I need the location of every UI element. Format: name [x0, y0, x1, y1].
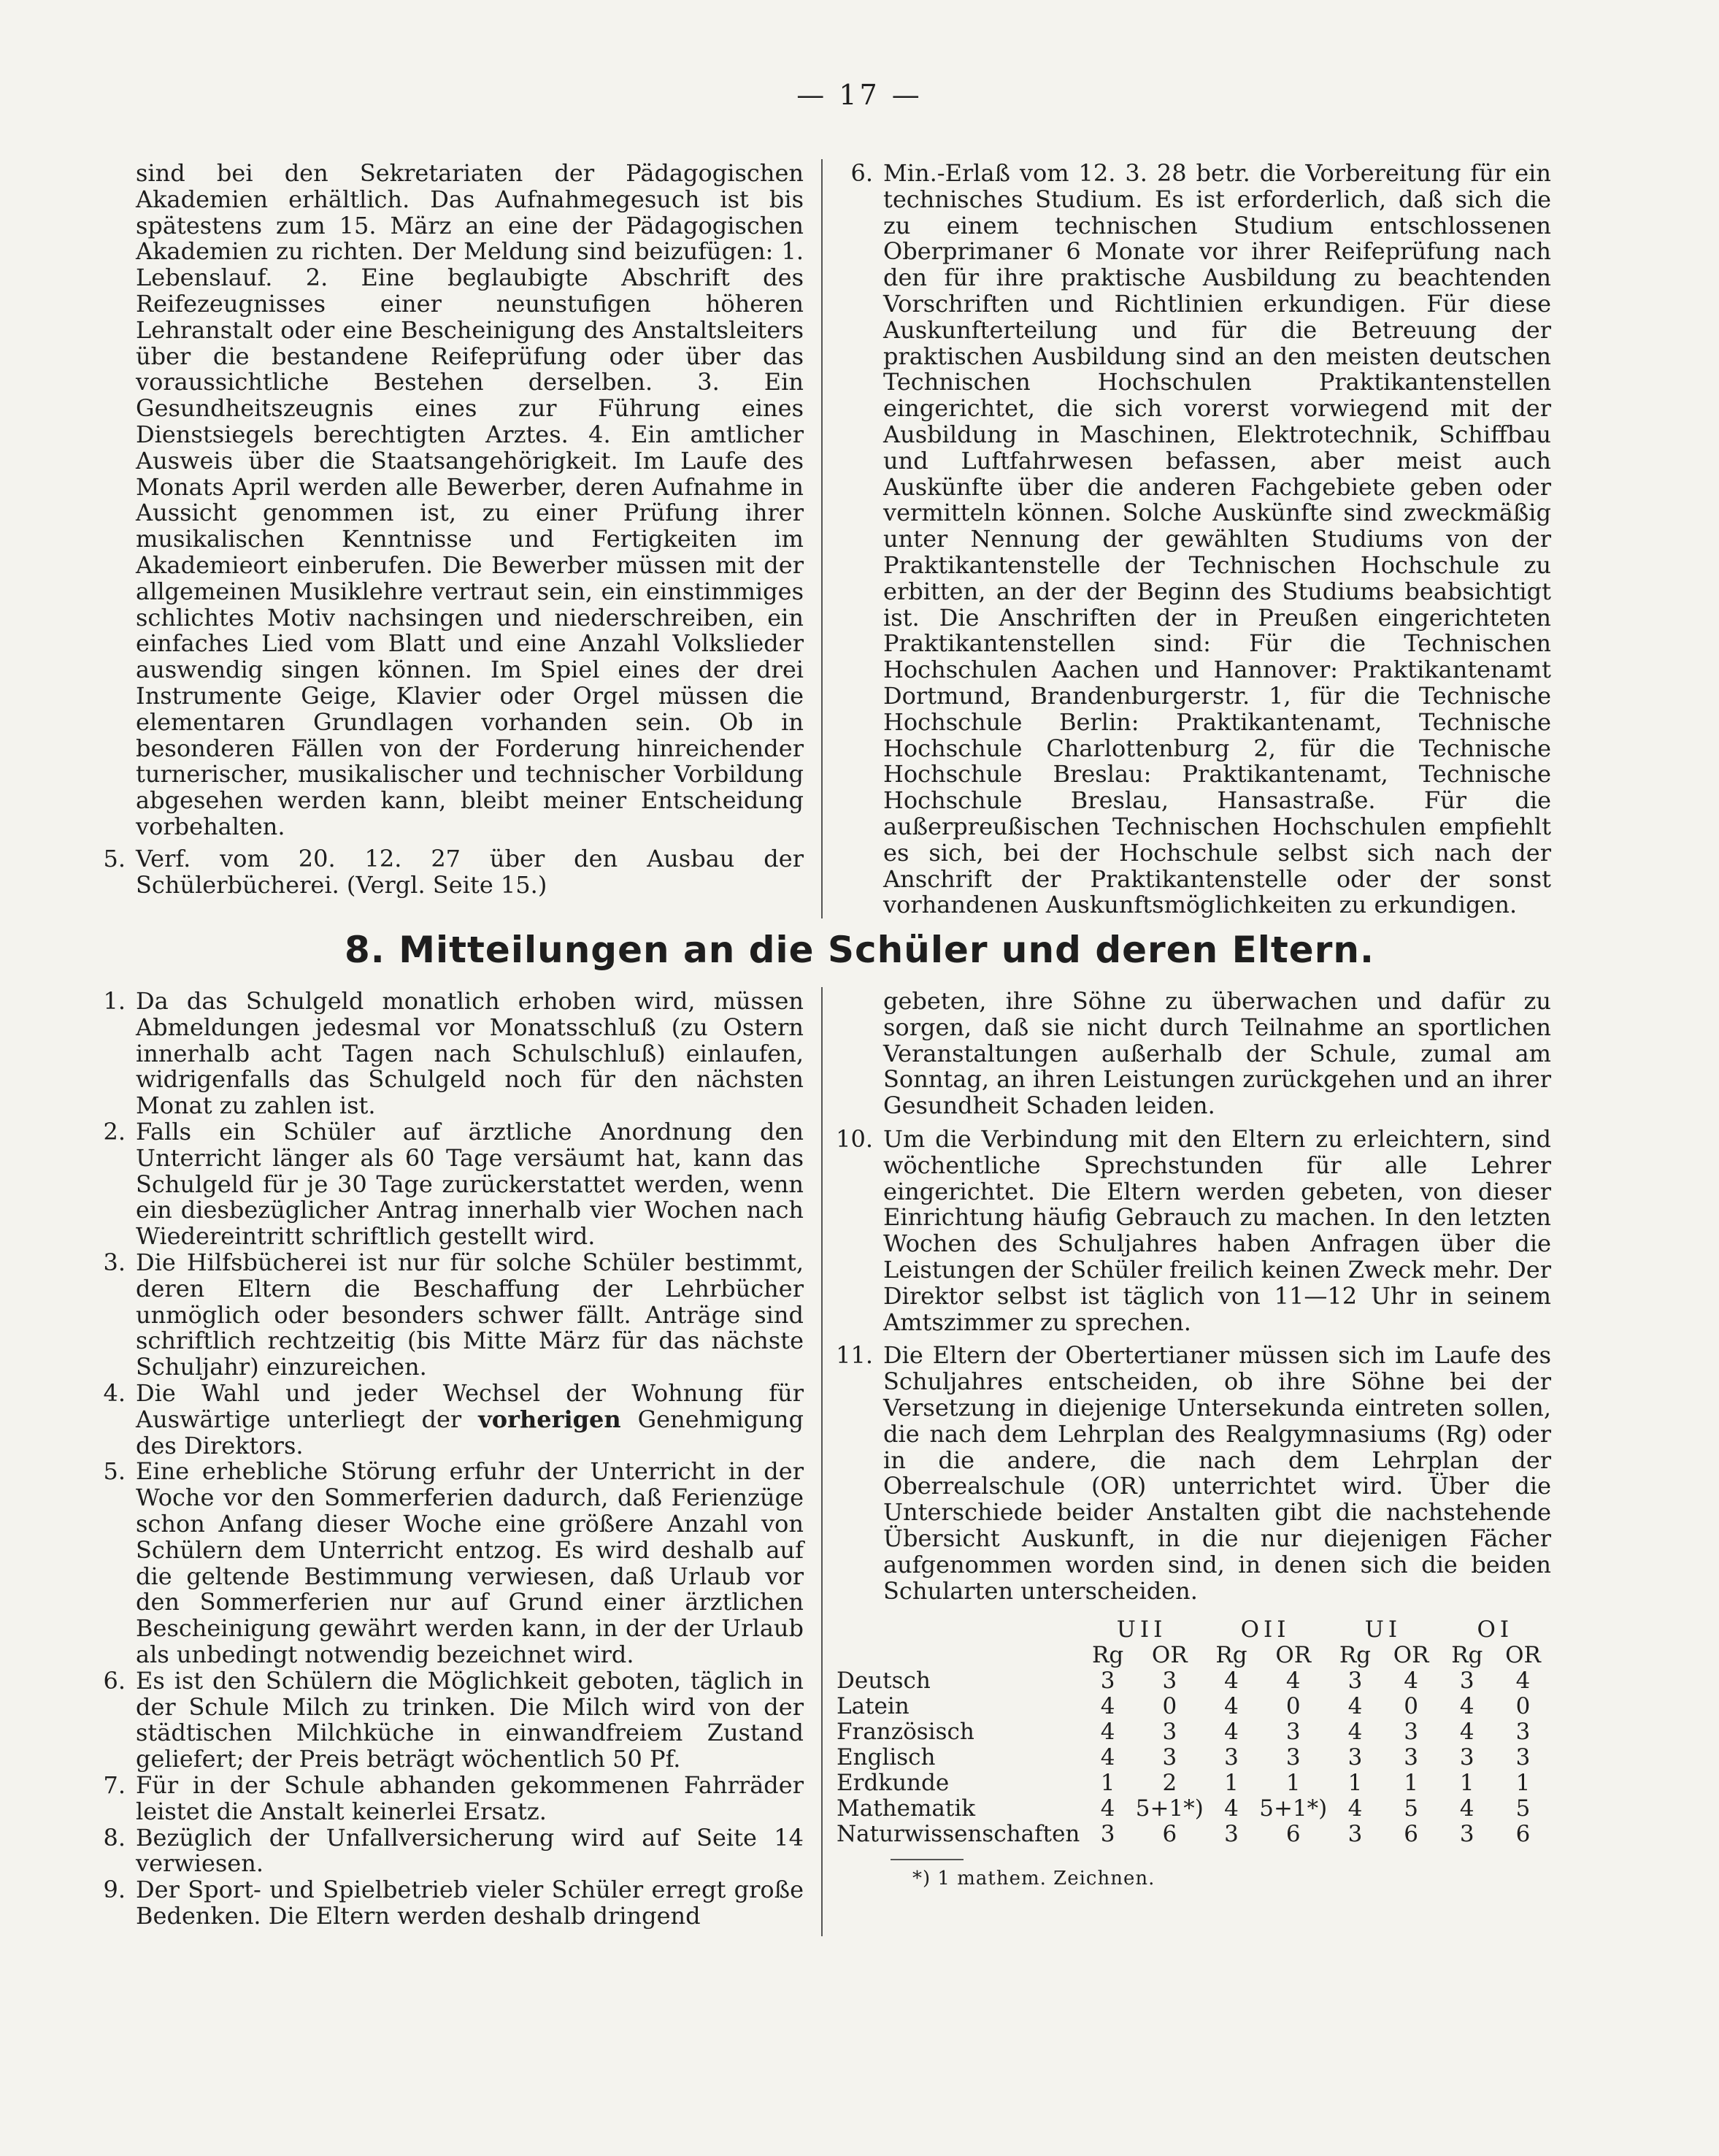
value-cell: 1 — [1515, 1770, 1531, 1797]
value-cell: 0 — [1515, 1693, 1531, 1720]
value-cell: 3 — [1285, 1744, 1301, 1771]
item-text: Für in der Schule abhanden gekommenen Fahrräder leistet die Anstalt keinerlei Ersatz. — [136, 1771, 804, 1825]
list-item-6 — [850, 159, 1551, 919]
list-item-5 — [103, 844, 804, 899]
top-left-column — [103, 159, 804, 899]
value-cell: 0 — [1162, 1693, 1177, 1720]
value-cell: 4 — [1224, 1795, 1239, 1822]
value-cell: 3 — [1100, 1821, 1115, 1848]
subject-cell: Naturwissenschaften — [837, 1821, 1080, 1848]
paragraph-academy-admission: sind bei den Sekretariaten der Pädagogischen Akademien erhältlich. Das Aufnahmegesuch ist bis spätestens zum 15. März an eine der Pädagogischen Akademien zu richten. Der Meldung sind beizufügen: 1. Lebenslauf. 2. Eine beglaubigte Abschrift des Reifezeugnisses einer neunstufigen höheren Lehranstalt oder eine Bescheinigung des Anstaltsleiters über die bestandene Reifeprüfung oder über das voraussichtliche Bestehen derselben. 3. Ein Gesundheitszeugnis eines zur Führung eines Dienstsiegels berechtigten Arztes. 4. Ein amtlicher Ausweis über die Staatsangehörigkeit. Im Laufe des Monats April werden alle Bewerber, deren Aufnahme in Aussicht genommen ist, zu einer Prüfung ihrer musikalischen Kenntnisse und Fertigkeiten im Akademieort einberufen. Die Bewerber müssen mit der allgemeinen Musiklehre vertraut sein, ein einstimmiges schlichtes Motiv nachsingen und niederschreiben, ein einfaches Lied vom Blatt und eine Anzahl Volkslieder auswendig singen können. Im Spiel eines der drei Instrumente Geige, Klavier oder Orgel müssen die elementaren Grundlagen vorhanden sein. Ob in besonderen Fällen von der Forderung hinreichender turnerischer, musikalischer und technischer Vorbildung abgesehen werden kann, bleibt meiner Entscheidung vorbehalten. — [136, 159, 804, 840]
value-cell: 3 — [1285, 1719, 1301, 1746]
table-row — [837, 1822, 1551, 1847]
value-cell: 3 — [1459, 1668, 1474, 1695]
item-number: 5. — [103, 844, 126, 872]
item-text-emphasis: vorherigen — [478, 1405, 621, 1433]
item-text: Min.-Erlaß vom 12. 3. 28 betr. die Vorbereitung für ein technisches Studium. Es ist erforderlich, daß sich die zu einem technischen Studium entschlossenen Oberprimaner 6 Monate vor ihrer Reifeprüfung nach den für ihre praktische Ausbildung zu beachtenden Vorschriften und Richtlinien erkundigen. Für diese Auskunfterteilung und für die Betreuung der praktischen Ausbildung sind an den meisten deutschen Technischen Hochschulen Praktikantenstellen eingerichtet, die sich vorerst vorwiegend mit der Ausbildung in Maschinen, Elektrotechnik, Schiffbau und Luftfahrwesen befassen, aber meist auch Auskünfte über die anderen Fachgebiete geben oder vermitteln können. Solche Auskünfte sind zweckmäßig unter Nennung der gewählten Studiums von der Praktikantenstelle der Technischen Hochschule zu erbitten, an der der Beginn des Studiums beabsichtigt ist. Die Anschriften der in Preußen eingerichteten Praktikantenstellen sind: Für die Technischen Hochschulen Aachen und Hannover: Praktikantenamt Dortmund, Brandenburgerstr. 1, für die Technische Hochschule Berlin: Praktikantenamt, Technische Hochschule Charlottenburg 2, für die Technische Hochschule Breslau: Praktikantenamt, Technische Hochschule Breslau, Hansastraße. Für die außerpreußischen Technischen Hochschulen empfiehlt es sich, bei der Hochschule selbst sich nach der Anschrift der Praktikantenstelle oder der sonst vorhandenen Auskunftsmöglichkeiten zu erkundigen. — [883, 159, 1551, 919]
list-item-6 — [103, 1666, 804, 1773]
value-cell: 3 — [1515, 1719, 1531, 1746]
list-item-4 — [103, 1378, 804, 1459]
value-cell: 4 — [1347, 1693, 1363, 1720]
item-text: Der Sport- und Spielbetrieb vieler Schüler erregt große Bedenken. Die Eltern werden deshalb dringend — [136, 1876, 804, 1930]
item-number: 4. — [103, 1378, 126, 1407]
group-header: OII — [1240, 1616, 1291, 1643]
column-divider-top — [821, 159, 823, 918]
value-cell: 3 — [1404, 1719, 1418, 1746]
footnote-rule — [891, 1859, 964, 1860]
list-item-1 — [103, 987, 804, 1120]
value-cell: 4 — [1459, 1693, 1474, 1720]
subject-cell: Latein — [837, 1693, 910, 1720]
value-cell: 3 — [1162, 1744, 1177, 1771]
group-header: UII — [1116, 1616, 1167, 1643]
value-cell: 3 — [1459, 1821, 1474, 1848]
value-cell: 4 — [1100, 1719, 1115, 1746]
item-text-after: Genehmigung des Direktors. — [136, 1405, 804, 1459]
item-text-before: Die Wahl und jeder Wechsel der Wohnung für Auswärtige unterliegt der — [136, 1378, 804, 1433]
top-right-column — [850, 159, 1551, 919]
group-header: UI — [1364, 1616, 1402, 1643]
item-number: 7. — [103, 1771, 126, 1799]
subject-cell: Englisch — [837, 1744, 936, 1771]
paragraph-continuation: gebeten, ihre Söhne zu überwachen und dafür zu sorgen, daß sie nicht durch Teilnahme an sportlichen Veranstaltungen außerhalb der Schule, zumal am Sonntag, an ihren Leistungen zurückgehen und an ihrer Gesundheit Schaden leiden. — [883, 987, 1551, 1120]
sub-header: OR — [1393, 1642, 1429, 1669]
footnote: *) 1 mathem. Zeichnen. — [912, 1868, 1155, 1890]
value-cell: 5 — [1515, 1795, 1531, 1822]
value-cell: 3 — [1347, 1821, 1363, 1848]
list-item-11 — [836, 1341, 1551, 1605]
list-item-8 — [103, 1823, 804, 1878]
value-cell: 4 — [1459, 1795, 1474, 1822]
subject-cell: Deutsch — [837, 1668, 931, 1695]
table-row — [837, 1719, 1551, 1745]
item-text: Da das Schulgeld monatlich erhoben wird, müssen Abmeldungen jedesmal vor Monatsschluß (zu Ostern innerhalb acht Tagen nach Schulschluß) einlaufen, widrigenfalls das Schulgeld noch für den nächsten Monat zu zahlen ist. — [136, 987, 804, 1120]
list-item-9 — [103, 1876, 804, 1930]
sub-header: OR — [1275, 1642, 1312, 1669]
table-row — [837, 1771, 1551, 1796]
item-number: 3. — [103, 1248, 126, 1276]
item-text: Eine erhebliche Störung erfuhr der Unterricht in der Woche vor den Sommerferien dadurch, daß Ferienzüge schon Anfang dieser Woche eine größere Anzahl von Schülern dem Unterricht entzog. Es wird deshalb auf die geltende Bestimmung verwiesen, daß Urlaub vor den Sommerferien nur auf Grund einer ärztlichen Bescheinigung gewährt werden kann, in der der Urlaub als unbedingt notwendig bezeichnet wird. — [136, 1457, 804, 1668]
item-text: Verf. vom 20. 12. 27 über den Ausbau der Schülerbücherei. (Vergl. Seite 15.) — [136, 844, 804, 899]
value-cell: 3 — [1224, 1744, 1239, 1771]
value-cell: 4 — [1100, 1744, 1115, 1771]
value-cell: 1 — [1459, 1770, 1474, 1797]
value-cell: 3 — [1100, 1668, 1115, 1695]
lesson-hours-table — [837, 1617, 1551, 1847]
item-text: Die Hilfsbücherei ist nur für solche Schüler bestimmt, deren Eltern die Beschaffung der Lehrbücher unmöglich oder besonders schwer fällt. Anträge sind schriftlich rechtzeitig (bis Mitte März für das nächste Schuljahr) einzureichen. — [136, 1248, 804, 1381]
value-cell: 3 — [1515, 1744, 1531, 1771]
value-cell: 6 — [1515, 1821, 1531, 1848]
page-number: — 17 — — [796, 79, 923, 111]
value-cell: 4 — [1515, 1668, 1531, 1695]
item-number: 11. — [836, 1341, 873, 1370]
item-number: 5. — [103, 1457, 126, 1486]
subject-cell: Mathematik — [837, 1795, 976, 1822]
value-cell: 1 — [1404, 1770, 1418, 1797]
value-cell: 1 — [1100, 1770, 1115, 1797]
value-cell: 3 — [1224, 1821, 1239, 1848]
value-cell: 4 — [1285, 1668, 1301, 1695]
item-text: Bezüglich der Unfallversicherung wird auf Seite 14 verwiesen. — [136, 1823, 804, 1878]
table-row — [837, 1694, 1551, 1719]
value-cell: 4 — [1404, 1668, 1418, 1695]
value-cell: 4 — [1224, 1719, 1239, 1746]
value-cell: 1 — [1347, 1770, 1363, 1797]
table-group-header — [837, 1617, 1551, 1643]
value-cell: 4 — [1347, 1795, 1363, 1822]
value-cell: 3 — [1347, 1668, 1363, 1695]
value-cell: 4 — [1347, 1719, 1363, 1746]
list-item-2 — [103, 1117, 804, 1251]
value-cell: 2 — [1162, 1770, 1177, 1797]
value-cell: 4 — [1459, 1719, 1474, 1746]
section-heading: 8. Mitteilungen an die Schüler und deren Eltern. — [345, 929, 1374, 971]
value-cell: 4 — [1100, 1795, 1115, 1822]
table-row — [837, 1745, 1551, 1771]
group-header: OI — [1477, 1616, 1514, 1643]
column-divider-bottom — [821, 987, 823, 1936]
bottom-right-column — [836, 987, 1551, 1892]
value-cell: 0 — [1404, 1693, 1418, 1720]
sub-header: Rg — [1092, 1642, 1124, 1669]
value-cell: 5 — [1404, 1795, 1418, 1822]
item-text: Um die Verbindung mit den Eltern zu erleichtern, sind wöchentliche Sprechstunden für alle Lehrer eingerichtet. Die Eltern werden gebeten, von dieser Einrichtung häufig Gebrauch zu machen. In den letzten Wochen des Schuljahres haben Anfragen über die Leistungen der Schüler freilich keinen Zweck mehr. Der Direktor selbst ist täglich von 11—12 Uhr in seinem Amtszimmer zu sprechen. — [883, 1124, 1551, 1336]
list-item-10 — [836, 1124, 1551, 1336]
sub-header: Rg — [1215, 1642, 1247, 1669]
item-number: 9. — [103, 1876, 126, 1904]
value-cell: 6 — [1162, 1821, 1177, 1848]
item-number: 2. — [103, 1117, 126, 1146]
table-sub-header — [837, 1643, 1551, 1668]
value-cell: 1 — [1224, 1770, 1239, 1797]
value-cell: 5+1*) — [1135, 1795, 1204, 1822]
bottom-left-column — [103, 987, 804, 1930]
item-number: 6. — [850, 159, 873, 187]
value-cell: 4 — [1100, 1693, 1115, 1720]
value-cell: 3 — [1404, 1744, 1418, 1771]
table-row — [837, 1668, 1551, 1694]
sub-header: OR — [1505, 1642, 1541, 1669]
value-cell: 3 — [1162, 1668, 1177, 1695]
item-text: Es ist den Schülern die Möglichkeit geboten, täglich in der Schule Milch zu trinken. Die Milch wird von der städtischen Milchküche in einwandfreiem Zustand geliefert; der Preis beträgt wöchentlich 50 Pf. — [136, 1666, 804, 1773]
sub-header: Rg — [1339, 1642, 1372, 1669]
list-item-3 — [103, 1248, 804, 1381]
value-cell: 5+1*) — [1259, 1795, 1328, 1822]
item-number: 8. — [103, 1823, 126, 1852]
subject-cell: Erdkunde — [837, 1770, 950, 1797]
sub-header: Rg — [1451, 1642, 1483, 1669]
value-cell: 6 — [1404, 1821, 1418, 1848]
value-cell: 3 — [1162, 1719, 1177, 1746]
value-cell: 4 — [1224, 1668, 1239, 1695]
value-cell: 3 — [1347, 1744, 1363, 1771]
list-item-5 — [103, 1457, 804, 1668]
value-cell: 6 — [1285, 1821, 1301, 1848]
item-number: 1. — [103, 987, 126, 1015]
table-row — [837, 1796, 1551, 1822]
subject-cell: Französisch — [837, 1719, 974, 1746]
sub-header: OR — [1151, 1642, 1188, 1669]
value-cell: 0 — [1285, 1693, 1301, 1720]
item-text: Die Eltern der Obertertianer müssen sich im Laufe des Schuljahres entscheiden, ob ihre Söhne bei der Versetzung in diejenige Untersekunda eintreten sollen, die nach dem Lehrplan des Realgymnasiums (Rg) oder in die andere, die nach dem Lehrplan der Oberrealschule (OR) unterrichtet wird. Über die Unterschiede beider Anstalten gibt die nachstehende Übersicht Auskunft, in die nur diejenigen Fächer aufgenommen worden sind, in denen sich die beiden Schularten unterscheiden. — [883, 1341, 1551, 1605]
value-cell: 4 — [1224, 1693, 1239, 1720]
value-cell: 1 — [1285, 1770, 1301, 1797]
list-item-7 — [103, 1771, 804, 1825]
item-number: 10. — [836, 1124, 873, 1153]
item-text: Falls ein Schüler auf ärztliche Anordnung den Unterricht länger als 60 Tage versäumt hat, kann das Schulgeld für je 30 Tage zurückerstattet werden, wenn ein diesbezüglicher Antrag innerhalb vier Wochen nach Wiedereintritt schriftlich gestellt wird. — [136, 1117, 804, 1251]
item-number: 6. — [103, 1666, 126, 1695]
value-cell: 3 — [1459, 1744, 1474, 1771]
